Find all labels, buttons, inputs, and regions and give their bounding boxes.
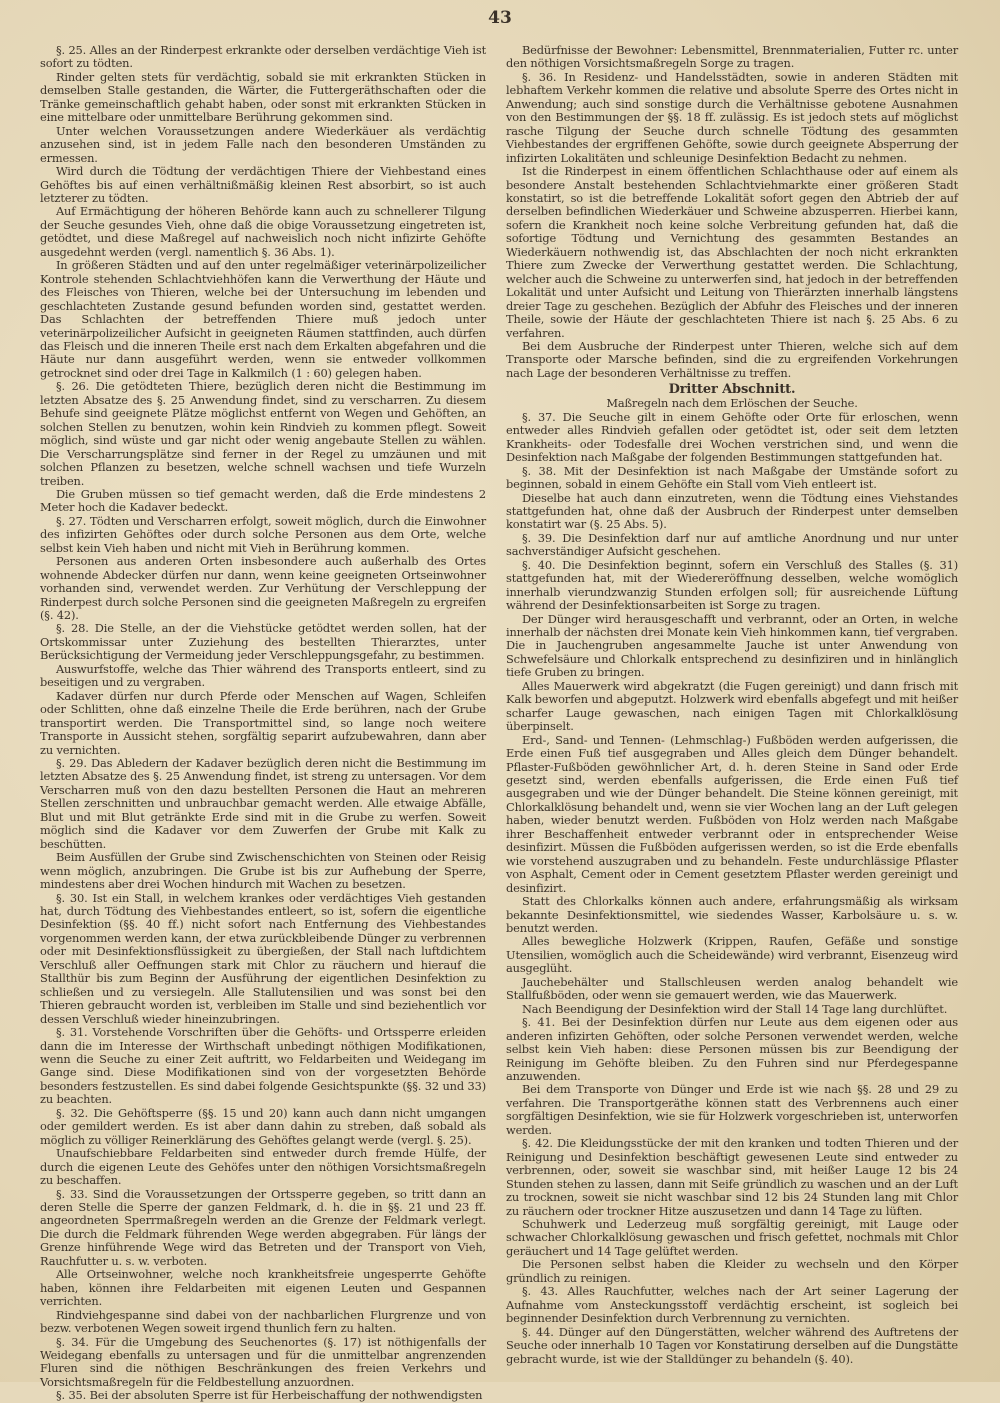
paragraph: §. 37. Die Seuche gilt in einem Gehöfte oder Orte für erloschen, wenn entweder alles Rindvieh gefallen oder getödtet ist, oder seit dem letzten Krankheits- oder Todesfalle drei Wochen verstrichen sind, und wenn die Desinfektion nach Maßgabe der folgenden Bestimmungen stattgefunden hat. <box>506 409 958 465</box>
paragraph: §. 35. Bei der absoluten Sperre ist für Herbeischaffung der nothwendigsten <box>55 1388 483 1403</box>
section-heading: Dritter Abschnitt. <box>668 382 796 398</box>
paragraph: §. 26. Die getödteten Thiere, bezüglich deren nicht die Bestimmung im letzten Absatze des §. 25 Anwendung findet, sind zu verscharren. Zu diesem Behufe sind geeignete Plätze möglichst entfernt von Wegen und Gehöften, an solchen Stellen zu benutzen, wohin kein Rindvieh zu kommen pflegt. Soweit möglich, sind wüste und gar nicht oder wenig angebaute Stellen zu wählen. Die Verscharrungsplätze sind ferner in der Regel zu umzäunen und mit solchen Pflanzen zu besetzen, welche schnell wachsen und tiefe Wurzeln treiben. <box>40 379 486 488</box>
paragraph: §. 32. Die Gehöftsperre (§§. 15 und 20) kann auch dann nicht umgangen oder gemildert werden. Es ist aber dann dahin zu streben, daß sobald als möglich zu völliger Reinerklärung des Gehöftes gelangt werde (vergl. §. 25). <box>40 1105 486 1147</box>
paragraph: Bei dem Transporte von Dünger und Erde ist wie nach §§. 28 und 29 zu verfahren. Die Transportgeräthe können statt des Verbrennens auch einer sorgfältigen Desinfektion, wie sie für Holzwerk vorgeschrieben ist, unterworfen werden. <box>506 1082 958 1137</box>
paragraph: Erd-, Sand- und Tennen- (Lehmschlag-) Fußböden werden aufgerissen, die Erde einen Fuß tief ausgegraben und Alles gleich dem Dünger behandelt. Pflaster-Fußböden gewöhnlicher Art, d. h. deren Steine in Sand oder Erde gesetzt sind, werden ebenfalls aufgerissen, die Erde einen Fuß tief ausgegraben und wie der Dünger behandelt. Die Steine können gereinigt, mit Chlorkalklösung behandelt und, wenn sie vier Wochen lang an der Luft gelegen haben, wieder benutzt werden. Fußböden von Holz werden nach Maßgabe ihrer Beschaffenheit entweder verbrannt oder in entsprechender Weise desinfizirt. Müssen die Fußböden aufgerissen werden, so ist die Erde ebenfalls wie vorstehend auszugraben und zu behandeln. Feste undurchlässige Pflaster von Asphalt, Cement oder in Cement gesetztem Pflaster werden gereinigt und desinfizirt. <box>506 732 958 895</box>
paragraph: §. 39. Die Desinfektion darf nur auf amtliche Anordnung und nur unter sachverständiger Aufsicht geschehen. <box>506 530 958 559</box>
paragraph: Bei dem Ausbruche der Rinderpest unter Thieren, welche sich auf dem Transporte oder Marsche befinden, sind die zu ergreifenden Vorkehrungen nach Lage der besonderen Verhältnisse zu treffen. <box>506 338 958 380</box>
paragraph: Kadaver dürfen nur durch Pferde oder Menschen auf Wagen, Schleifen oder Schlitten, ohne daß einzelne Theile die Erde berühren, nach der Grube transportirt werden. Die Transportmittel sind, so lange noch weitere Transporte in Aussicht stehen, sorgfältig separirt aufzubewahren, dann aber zu vernichten. <box>40 688 486 757</box>
paragraph: Unter welchen Voraussetzungen andere Wiederkäuer als verdächtig anzusehen sind, ist in jedem Falle nach den besonderen Umständen zu ermessen. <box>40 123 486 165</box>
paragraph: §. 41. Bei der Desinfektion dürfen nur Leute aus dem eigenen oder aus anderen infizirten Gehöften, oder solche Personen verwendet werden, welche selbst kein Vieh haben: diese Personen müssen bis zur Beendigung der Reinigung im Gehöfte bleiben. Zu den Fuhren sind nur Pferdegespanne anzuwenden. <box>506 1015 958 1083</box>
paragraph: §. 27. Tödten und Verscharren erfolgt, soweit möglich, durch die Einwohner des infizirten Gehöftes oder durch solche Personen aus dem Orte, welche selbst kein Vieh haben und nicht mit Vieh in Berührung kommen. <box>40 513 486 555</box>
paragraph: §. 31. Vorstehende Vorschriften über die Gehöfts- und Ortssperre erleiden dann die im Interesse der Wirthschaft unbedingt nöthigen Modifikationen, wenn die Seuche zu einer Zeit auftritt, wo Feldarbeiten und Weidegang im Gange sind. Diese Modifikationen sind von der vorgesetzten Behörde besonders festzustellen. Es sind dabei folgende Gesichtspunkte (§§. 32 und 33) zu beachten. <box>40 1025 486 1107</box>
paragraph: Beim Ausfüllen der Grube sind Zwischenschichten von Steinen oder Reisig wenn möglich, anzubringen. Die Grube ist bis zur Aufhebung der Sperre, mindestens aber drei Wochen hindurch mit Wachen zu besetzen. <box>40 850 486 892</box>
paragraph: Alles bewegliche Holzwerk (Krippen, Raufen, Gefäße und sonstige Utensilien, womöglich auch die Scheidewände) wird verbrannt, Eisenzeug wird ausgeglüht. <box>506 934 958 976</box>
right-paragraphs-before <box>506 44 958 380</box>
paragraph: Der Dünger wird herausgeschafft und verbrannt, oder an Orten, in welche innerhalb der nächsten drei Monate kein Vieh hinkommen kann, tief vergraben. Die in Jauchengruben angesammelte Jauche ist unter Anwendung von Schwefelsäure und Chlorkalk entsprechend zu desinfiziren und in hinlänglich tiefe Gruben zu bringen. <box>506 611 958 680</box>
paragraph: Ist die Rinderpest in einem öffentlichen Schlachthause oder auf einem als besondere Anstalt bestehenden Schlachtviehmarkte einer größeren Stadt konstatirt, so ist die betreffende Lokalität sofort gegen den Abtrieb der auf derselben befindlichen Wiederkäuer und Schweine abzusperren. Hierbei kann, sofern die Krankheit noch keine solche Verbreitung gefunden hat, daß die sofortige Tödtung und Vernichtung des gesammten Bestandes an Wiederkäuern nothwendig ist, das Abschlachten der noch nicht erkrankten Thiere zum Zwecke der Verwerthung gestattet werden. Die Schlachtung, welcher auch die Schweine zu unterwerfen sind, hat jedoch in der betreffenden Lokalität und unter Aufsicht und Leitung von Thierärzten innerhalb längstens dreier Tage zu geschehen. Bezüglich der Abfuhr des Fleisches und der inneren Theile, sowie der Häute der geschlachteten Thiere ist nach §. 25 Abs. 6 zu verfahren. <box>506 164 958 340</box>
paragraph: Rindviehgespanne sind dabei von der nachbarlichen Flurgrenze und von bezw. verbotenen Wegen soweit irgend thunlich fern zu halten. <box>40 1307 486 1336</box>
paragraph: In größeren Städten und auf den unter regelmäßiger veterinärpolizeilicher Kontrole stehenden Schlachtviehhöfen kann die Verwerthung der Häute und des Fleisches von Thieren, welche bei der Untersuchung im lebenden und geschlachteten Zustande gesund befunden worden sind, gestattet werden. Das Schlachten der betreffenden Thiere muß jedoch unter veterinärpolizeilicher Aufsicht in geeigneten Räumen stattfinden, auch dürfen das Fleisch und die inneren Theile erst nach dem Erkalten abgefahren und die Häute nur dann ausgeführt werden, wenn sie entweder vollkommen getrocknet sind oder drei Tage in Kalkmilch (1 : 60) gelegen haben. <box>40 258 486 380</box>
section-subheading: Maßregeln nach dem Erlöschen der Seuche. <box>606 396 858 411</box>
left-column <box>40 43 486 1403</box>
paragraph: §. 42. Die Kleidungsstücke der mit den kranken und todten Thieren und der Reinigung und Desinfektion beschäftigt gewesenen Leute sind entweder zu verbrennen, oder, soweit sie waschbar sind, mit heißer Lauge 12 bis 24 Stunden stehen zu lassen, dann mit Seife gründlich zu waschen und an der Luft zu trocknen, soweit sie nicht waschbar sind 12 bis 24 Stunden lang mit Chlor zu räuchern oder trockner Hitze auszusetzen und dann 14 Tage zu lüften. <box>506 1136 958 1218</box>
page-number: 43 <box>488 8 512 28</box>
paragraph: Jauchebehälter und Stallschleusen werden analog behandelt wie Stallfußböden, oder wenn sie gemauert werden, wie das Mauerwerk. <box>506 974 958 1003</box>
paragraph: Alles Mauerwerk wird abgekratzt (die Fugen gereinigt) und dann frisch mit Kalk beworfen und abgeputzt. Holzwerk wird ebenfalls abgefegt und mit heißer scharfer Lauge gewaschen, nach einigen Tagen mit Chlorkalklösung überpinselt. <box>506 678 958 734</box>
paragraph: §. 36. In Residenz- und Handelsstädten, sowie in anderen Städten mit lebhaftem Verkehr kommen die relative und absolute Sperre des Ortes nicht in Anwendung; auch sind sonstige durch die Verhältnisse gebotene Ausnahmen von den Bestimmungen der §§. 18 ff. zulässig. Es ist jedoch stets auf möglichst rasche Tilgung der Seuche durch schnelle Tödtung des gesammten Viehbestandes der ergriffenen Gehöfte, sowie durch geeignete Absperrung der infizirten Lokalitäten und schleunige Desinfektion Bedacht zu nehmen. <box>506 69 958 165</box>
paragraph: Die Personen selbst haben die Kleider zu wechseln und den Körper gründlich zu reinigen. <box>506 1257 958 1285</box>
paragraph: §. 34. Für die Umgebung des Seuchenortes (§. 17) ist nöthigenfalls der Weidegang ebenfalls zu untersagen und für die unmittelbar angrenzenden Fluren sind die nöthigen Beschränkungen des freien Verkehrs und Vorsichtsmaßregeln für die Feldbestellung anzuordnen. <box>40 1334 486 1389</box>
paragraph: §. 40. Die Desinfektion beginnt, sofern ein Verschluß des Stalles (§. 31) stattgefunden hat, mit der Wiedereröffnung desselben, welche womöglich innerhalb vierundzwanzig Stunden erfolgen soll; für ausreichende Lüftung während der Desinfektionsarbeiten ist Sorge zu tragen. <box>506 557 958 613</box>
paragraph: §. 25. Alles an der Rinderpest erkrankte oder derselben verdächtige Vieh ist sofort zu tödten. <box>40 43 486 71</box>
paragraph: §. 44. Dünger auf den Düngerstätten, welcher während des Auftretens der Seuche oder innerhalb 10 Tagen vor Konstatirung derselben auf die Dungstätte gebracht wurde, ist wie der Stalldünger zu behandeln (§. 40). <box>506 1324 958 1366</box>
paragraph: §. 43. Alles Rauchfutter, welches nach der Art seiner Lagerung der Aufnahme vom Ansteckungsstoff verdächtig erscheint, ist sogleich bei beginnender Desinfektion durch Verbrennung zu vernichten. <box>506 1284 958 1326</box>
paragraph: Wird durch die Tödtung der verdächtigen Thiere der Viehbestand eines Gehöftes bis auf einen verhältnißmäßig kleinen Rest absorbirt, so ist auch letzterer zu tödten. <box>40 164 486 205</box>
paragraph: Alle Ortseinwohner, welche noch krankheitsfreie ungesperrte Gehöfte haben, können ihre Feldarbeiten mit eigenen Leuten und Gespannen verrichten. <box>40 1267 486 1309</box>
right-column <box>506 43 958 1366</box>
paragraph: Schuhwerk und Lederzeug muß sorgfältig gereinigt, mit Lauge oder schwacher Chlorkalklösung gewaschen und frisch gefettet, nochmals mit Chlor geräuchert und 14 Tage gelüftet werden. <box>506 1216 958 1258</box>
paragraph: Die Gruben müssen so tief gemacht werden, daß die Erde mindestens 2 Meter hoch die Kadaver bedeckt. <box>40 486 486 515</box>
paragraph: Rinder gelten stets für verdächtig, sobald sie mit erkrankten Stücken in demselben Stalle gestanden, die Wärter, die Futtergeräthschaften oder die Tränke gemeinschaftlich gehabt haben, oder sonst mit erkrankten Stücken in eine mittelbare oder unmittelbare Berührung gekommen sind. <box>40 69 486 125</box>
right-paragraphs-after <box>506 411 958 1366</box>
paragraph: Statt des Chlorkalks können auch andere, erfahrungsmäßig als wirksam bekannte Desinfektionsmittel, wie siedendes Wasser, Karbolsäure u. s. w. benutzt werden. <box>506 894 958 935</box>
paragraph: Dieselbe hat auch dann einzutreten, wenn die Tödtung eines Viehstandes stattgefunden hat, ohne daß der Ausbruch der Rinderpest unter demselben konstatirt war (§. 25 Abs. 5). <box>506 490 958 532</box>
paragraph: Unaufschiebbare Feldarbeiten sind entweder durch fremde Hülfe, der durch die eigenen Leute des Gehöfes unter den nöthigen Vorsichtsmaßregeln zu beschaffen. <box>40 1146 486 1188</box>
paragraph: §. 38. Mit der Desinfektion ist nach Maßgabe der Umstände sofort zu beginnen, sobald in einem Gehöfte ein Stall vom Vieh entleert ist. <box>506 463 958 492</box>
paragraph: §. 29. Das Abledern der Kadaver bezüglich deren nicht die Bestimmung im letzten Absatze des §. 25 Anwendung findet, ist streng zu untersagen. Vor dem Verscharren muß von den dazu bestellten Personen die Haut an mehreren Stellen zerschnitten und unbrauchbar gemacht werden. Alle etwaige Abfälle, Blut und mit Blut getränkte Erde sind mit in die Grube zu werfen. Soweit möglich sind die Kadaver vor dem Zuwerfen der Grube mit Kalk zu beschütten. <box>40 756 486 851</box>
paragraph: Nach Beendigung der Desinfektion wird der Stall 14 Tage lang durchlüftet. <box>521 1001 948 1016</box>
paragraph: §. 28. Die Stelle, an der die Viehstücke getödtet werden sollen, hat der Ortskommissar unter Zuziehung des bestellten Thierarztes, unter Berücksichtigung der Vermeidung jeder Verschleppungsgefahr, zu bestimmen. <box>40 621 486 663</box>
paragraph: §. 33. Sind die Voraussetzungen der Ortssperre gegeben, so tritt dann an deren Stelle die Sperre der ganzen Feldmark, d. h. die in §§. 21 und 23 ff. angeordneten Sperrmaßregeln werden an die Grenze der Feldmark verlegt. Die durch die Feldmark führenden Wege werden abgegraben. Für längs der Grenze hinführende Wege wird das Betreten und der Transport von Vieh, Rauchfutter u. s. w. verboten. <box>40 1186 486 1268</box>
paragraph: Bedürfnisse der Bewohner: Lebensmittel, Brennmaterialien, Futter rc. unter den nöthigen Vorsichtsmaßregeln Sorge zu tragen. <box>506 43 958 71</box>
paragraph: Auswurfstoffe, welche das Thier während des Transports entleert, sind zu beseitigen und zu vergraben. <box>40 661 486 690</box>
paragraph: Auf Ermächtigung der höheren Behörde kann auch zu schnellerer Tilgung der Seuche gesundes Vieh, ohne daß die obige Voraussetzung eingetreten ist, getödtet, und diese Maßregel auf nachweislich noch nicht infizirte Gehöfte ausgedehnt werden (vergl. namentlich §. 36 Abs. 1). <box>40 204 486 259</box>
paragraph: Personen aus anderen Orten insbesondere auch außerhalb des Ortes wohnende Abdecker dürfen nur dann, wenn keine geeigneten Ortseinwohner vorhanden sind, verwendet werden. Zur Verhütung der Verschleppung der Rinderpest durch solche Personen sind die geeigneten Maßregeln zu ergreifen (§. 42). <box>40 554 486 623</box>
paragraph: §. 30. Ist ein Stall, in welchem krankes oder verdächtiges Vieh gestanden hat, durch Tödtung des Viehbestandes entleert, so ist, sofern die eigentliche Desinfektion (§§. 40 ff.) nicht sofort nach Entfernung des Viehbestandes vorgenommen werden kann, der etwa zurückbleibende Dünger zu verbrennen oder mit Desinfektionsflüssigkeit zu übergießen, der Stall nach luftdichtem Verschluß aller Oeffnungen stark mit Chlor zu räuchern und hierauf die Stallthür bis zum Beginn der Ausführung der eigentlichen Desinfektion zu schließen und zu versiegeln. Alle Stallutensilien und was sonst bei den Thieren gebraucht worden ist, verbleiben im Stalle und sind beziehentlich vor dessen Verschluß wieder hineinzubringen. <box>40 890 486 1026</box>
